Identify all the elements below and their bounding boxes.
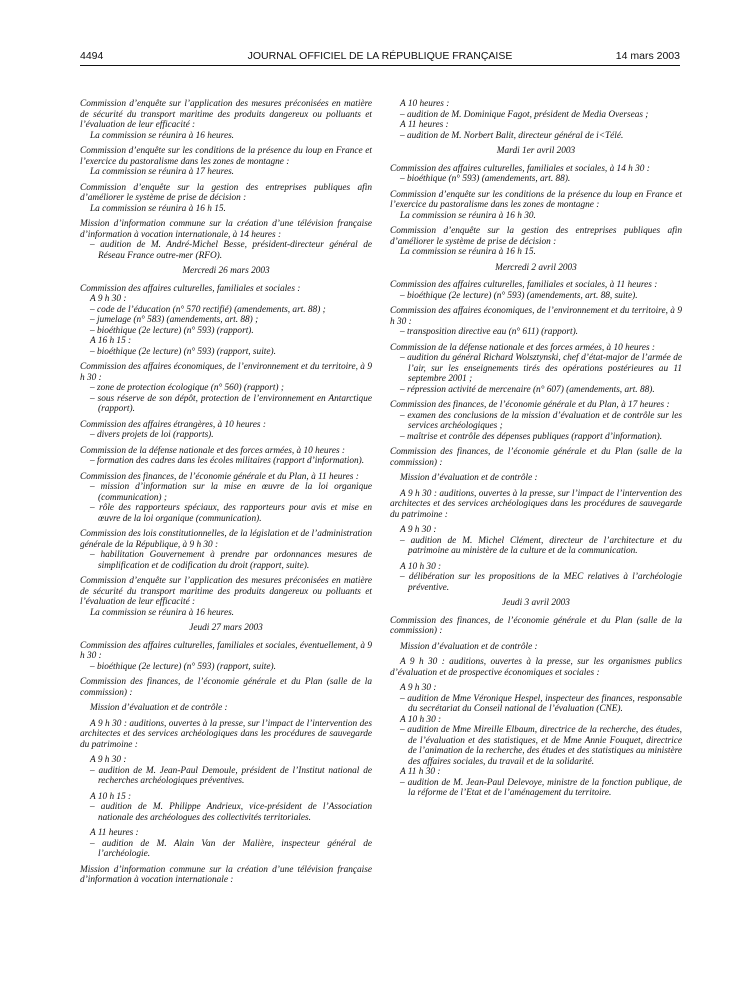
agenda-time: La commission se réunira à 16 h 15.: [400, 247, 536, 257]
agenda-entry: [80, 719, 372, 751]
agenda-entry: [80, 99, 372, 141]
agenda-entry: [80, 576, 372, 618]
agenda-item: – jumelage (n° 583) (amendements, art. 88) ;: [90, 315, 259, 325]
agenda-entry-title: Commission des affaires économiques, de l’environnement et du territoire, à 9 h 30 :: [80, 362, 372, 383]
agenda-item: – divers projets de loi (rapports).: [90, 430, 214, 440]
agenda-entry: [390, 657, 682, 678]
agenda-entry: [80, 755, 372, 787]
agenda-item: – audition de M. Jean-Paul Demoule, président de l’Institut national de recherches archéologiques préventives.: [90, 765, 372, 786]
agenda-entry-title: Commission de la défense nationale et des forces armées, à 10 heures :: [390, 342, 656, 353]
agenda-entry: [390, 164, 682, 185]
agenda-entry-title: Commission des finances, de l’économie générale et du Plan, à 11 heures :: [80, 471, 359, 482]
agenda-time: A 10 h 30 :: [400, 561, 442, 572]
agenda-entry: [80, 641, 372, 673]
agenda-entry: [390, 280, 682, 301]
date-heading: Mercredi 26 mars 2003: [182, 266, 270, 276]
agenda-entry-title: Commission d’enquête sur les conditions de la présence du loup en France et l’exercice du pastoralisme dans les zones de montagne :: [80, 146, 372, 167]
agenda-item: – bioéthique (2e lecture) (n° 593) (amendements, art. 88, suite).: [400, 290, 638, 301]
agenda-entry-title: A 9 h 30 : auditions, ouvertes à la presse, sur les organismes publics d’évaluation et de prospective économiques et sociales :: [390, 657, 682, 678]
agenda-entry: [390, 226, 682, 258]
agenda-item: – mission d’information sur la mise en œuvre de la loi organique (communication) ;: [90, 482, 372, 503]
agenda-time: A 16 h 15 :: [90, 336, 132, 346]
journal-title: JOURNAL OFFICIEL DE LA RÉPUBLIQUE FRANÇAISE: [247, 50, 513, 62]
agenda-item: – formation des cadres dans les écoles militaires (rapport d’information).: [90, 456, 365, 466]
agenda-entry: [390, 642, 682, 653]
agenda-time: A 11 heures :: [90, 828, 139, 838]
agenda-entry: [390, 525, 682, 557]
agenda-item: – audition de M. Michel Clément, directeur de l’architecture et du patrimoine au ministère de la culture et de la communication.: [400, 535, 682, 556]
agenda-item: – sous réserve de son dépôt, protection de l’environnement en Antarctique (rapport).: [90, 393, 372, 414]
agenda-entry: [80, 677, 372, 698]
agenda-entry-title: Commission d’enquête sur la gestion des entreprises publiques afin d’améliorer le système de prise de décision :: [390, 226, 682, 247]
agenda-entry: [80, 362, 372, 415]
date-heading: Mercredi 2 avril 2003: [495, 262, 577, 273]
agenda-item: – audition de M. Norbert Balit, directeur général de i<Télé.: [400, 130, 624, 141]
agenda-time: A 9 h 30 :: [90, 755, 127, 765]
agenda-entry-title: Commission des finances, de l’économie générale et du Plan (salle de la commission) :: [390, 447, 682, 468]
agenda-time: A 9 h 30 :: [400, 525, 437, 535]
agenda-item: – transposition directive eau (n° 611) (rapport).: [400, 327, 579, 337]
agenda-entry-title: Commission des affaires culturelles, familiales et sociales, à 11 heures :: [390, 280, 658, 290]
agenda-entry-title: Commission des finances, de l’économie générale et du Plan (salle de la commission) :: [80, 677, 372, 698]
agenda-entry: [80, 446, 372, 467]
agenda-entry-title: Commission des affaires culturelles, familiales et sociales :: [80, 283, 301, 294]
right-column: [390, 99, 682, 804]
agenda-item: – délibération sur les propositions de la MEC relatives à l’archéologie préventive.: [400, 572, 682, 593]
agenda-entry-title: Commission des finances, de l’économie générale et du Plan (salle de la commission) :: [390, 615, 682, 636]
agenda-entry-title: Mission d’information commune sur la création d’une télévision française d’information à vocation internationale :: [80, 864, 372, 885]
agenda-entry-title: Commission d’enquête sur les conditions de la présence du loup en France et l’exercice du pastoralisme dans les zones de montagne :: [390, 189, 682, 210]
agenda-entry-title: Commission des affaires économiques, de l’environnement et du territoire, à 9 h 30 :: [390, 306, 682, 327]
agenda-item: – audition de M. Dominique Fagot, président de Media Overseas ;: [400, 109, 649, 120]
agenda-item: – maîtrise et contrôle des dépenses publiques (rapport d’information).: [400, 431, 663, 442]
agenda-item: – audition de M. Jean-Paul Delevoye, ministre de la fonction publique, de la réforme de l’Etat et de l’aménagement du territoire.: [400, 777, 682, 798]
agenda-entry: [390, 99, 682, 141]
date-heading: Mardi 1er avril 2003: [496, 146, 576, 156]
agenda-time: Mission d’évaluation et de contrôle :: [400, 641, 538, 652]
agenda-time: A 10 heures :: [400, 99, 450, 109]
agenda-entry: [390, 473, 682, 484]
agenda-entry: [80, 472, 372, 525]
agenda-entry-title: Mission d’information commune sur la création d’une télévision française d’information à vocation internationale, à 14 heures :: [80, 219, 372, 240]
agenda-entry: [80, 529, 372, 571]
agenda-item: – audition de M. André-Michel Besse, président-directeur général de Réseau France outre-mer (RFO).: [90, 240, 372, 261]
agenda-item: – rôle des rapporteurs spéciaux, des rapporteurs pour avis et mise en œuvre de la loi organique (communication).: [90, 503, 372, 524]
agenda-item: – examen des conclusions de la mission d’évaluation et de contrôle sur les services archéologiques ;: [400, 410, 682, 431]
agenda-entry: [80, 828, 372, 860]
agenda-entry: [390, 343, 682, 396]
agenda-entry-title: Commission des affaires étrangères, à 10 heures :: [80, 419, 266, 430]
agenda-item: – bioéthique (n° 593) (amendements, art. 88).: [400, 174, 571, 184]
agenda-item: – bioéthique (2e lecture) (n° 593) (rapport).: [90, 325, 254, 336]
page-number: 4494: [80, 50, 104, 62]
page-header: [80, 50, 680, 64]
agenda-item: – audition de Mme Véronique Hespel, inspecteur des finances, responsable du secrétariat du Conseil national de l’évaluation (CNE).: [400, 693, 682, 714]
agenda-entry: [80, 146, 372, 178]
agenda-entry-title: Commission de la défense nationale et des forces armées, à 10 heures :: [80, 445, 346, 456]
agenda-entry-title: Commission d’enquête sur l’application des mesures préconisées en matière de sécurité du transport maritime des produits dangereux ou polluants et l’évaluation de leur efficacité :: [80, 576, 372, 607]
agenda-item: – code de l’éducation (n° 570 rectifié) (amendements, art. 88) ;: [90, 304, 326, 315]
agenda-entry: [80, 219, 372, 261]
agenda-time: A 10 h 30 :: [400, 714, 442, 725]
agenda-item: – audition de M. Philippe Andrieux, vice-président de l’Association nationale des archéologues des collectivités territoriales.: [90, 802, 372, 823]
agenda-time: A 9 h 30 :: [400, 683, 437, 693]
agenda-item: – bioéthique (2e lecture) (n° 593) (rapport, suite).: [90, 346, 276, 357]
agenda-entry-title: Commission des affaires culturelles, familiales et sociales, à 14 h 30 :: [390, 163, 650, 174]
agenda-entry-title: Commission d’enquête sur la gestion des entreprises publiques afin d’améliorer le système de prise de décision :: [80, 182, 372, 203]
agenda-time: La commission se réunira à 16 heures.: [90, 130, 235, 141]
agenda-entry-title: Commission des finances, de l’économie générale et du Plan, à 17 heures :: [390, 400, 670, 410]
agenda-item: – zone de protection écologique (n° 560) (rapport) ;: [90, 383, 284, 393]
agenda-time: Mission d’évaluation et de contrôle :: [400, 473, 538, 483]
agenda-entry: [80, 703, 372, 714]
date-heading: Jeudi 27 mars 2003: [189, 623, 263, 633]
agenda-item: – bioéthique (2e lecture) (n° 593) (rapport, suite).: [90, 661, 276, 672]
agenda-time: A 11 heures :: [400, 120, 449, 130]
agenda-item: – audition de Mme Mireille Elbaum, directrice de la recherche, des études, de l’évaluation et des statistiques, et de Mme Annie Fouquet, directrice de l’animation de la recherche, des études et des statistiques au ministère des affaires sociales, du travail et de la solidarité.: [400, 725, 682, 767]
left-column: [80, 99, 372, 891]
agenda-entry: [390, 447, 682, 468]
agenda-entry-title: Commission des lois constitutionnelles, de la législation et de l’administration générale de la République, à 9 h 30 :: [80, 529, 372, 550]
agenda-time: La commission se réunira à 16 h 30.: [400, 210, 536, 221]
agenda-time: A 10 h 15 :: [90, 791, 132, 802]
agenda-entry: [390, 616, 682, 637]
agenda-entry: [390, 562, 682, 594]
agenda-item: – audition du général Richard Wolsztynski, chef d’état-major de l’armée de l’air, sur les enseignements tirés des opérations postérieures au 11 septembre 2001 ;: [400, 353, 682, 384]
agenda-entry: [80, 284, 372, 358]
agenda-time: La commission se réunira à 17 heures.: [90, 167, 235, 177]
agenda-entry: [390, 400, 682, 442]
agenda-entry: [80, 865, 372, 886]
agenda-entry-title: A 9 h 30 : auditions, ouvertes à la presse, sur l’impact de l’intervention des architectes et des services archéologiques dans les procédures de sauvegarde du patrimoine :: [80, 718, 372, 750]
agenda-item: – répression activité de mercenaire (n° 607) (amendements, art. 88).: [400, 384, 655, 395]
agenda-time: Mission d’évaluation et de contrôle :: [90, 703, 228, 713]
agenda-entry-title: Commission des affaires culturelles, familiales et sociales, éventuellement, à 9 h 30 :: [80, 640, 372, 661]
agenda-time: La commission se réunira à 16 heures.: [90, 607, 235, 618]
date-heading: Jeudi 3 avril 2003: [502, 598, 570, 608]
header-rule: [80, 65, 680, 66]
agenda-entry: [390, 306, 682, 338]
issue-date: 14 mars 2003: [615, 50, 680, 62]
agenda-time: La commission se réunira à 16 h 15.: [90, 203, 226, 214]
agenda-item: – audition de M. Alain Van der Malière, inspecteur général de l’archéologie.: [90, 838, 372, 859]
agenda-entry: [80, 420, 372, 441]
agenda-entry-title: Commission d’enquête sur l’application des mesures préconisées en matière de sécurité du transport maritime des produits dangereux ou polluants et l’évaluation de leur efficacité :: [80, 99, 372, 130]
agenda-entry: [80, 183, 372, 215]
agenda-entry: [390, 190, 682, 222]
agenda-entry-title: A 9 h 30 : auditions, ouvertes à la presse, sur l’impact de l’intervention des architectes et des services archéologiques dans les procédures de sauvegarde du patrimoine :: [390, 488, 682, 520]
agenda-entry: [390, 489, 682, 521]
agenda-entry: [390, 683, 682, 799]
agenda-time: A 9 h 30 :: [90, 294, 127, 304]
agenda-item: – habilitation Gouvernement à prendre par ordonnances mesures de simplification et de codification du droit (rapport, suite).: [90, 550, 372, 571]
agenda-entry: [80, 792, 372, 824]
agenda-time: A 11 h 30 :: [400, 767, 441, 777]
